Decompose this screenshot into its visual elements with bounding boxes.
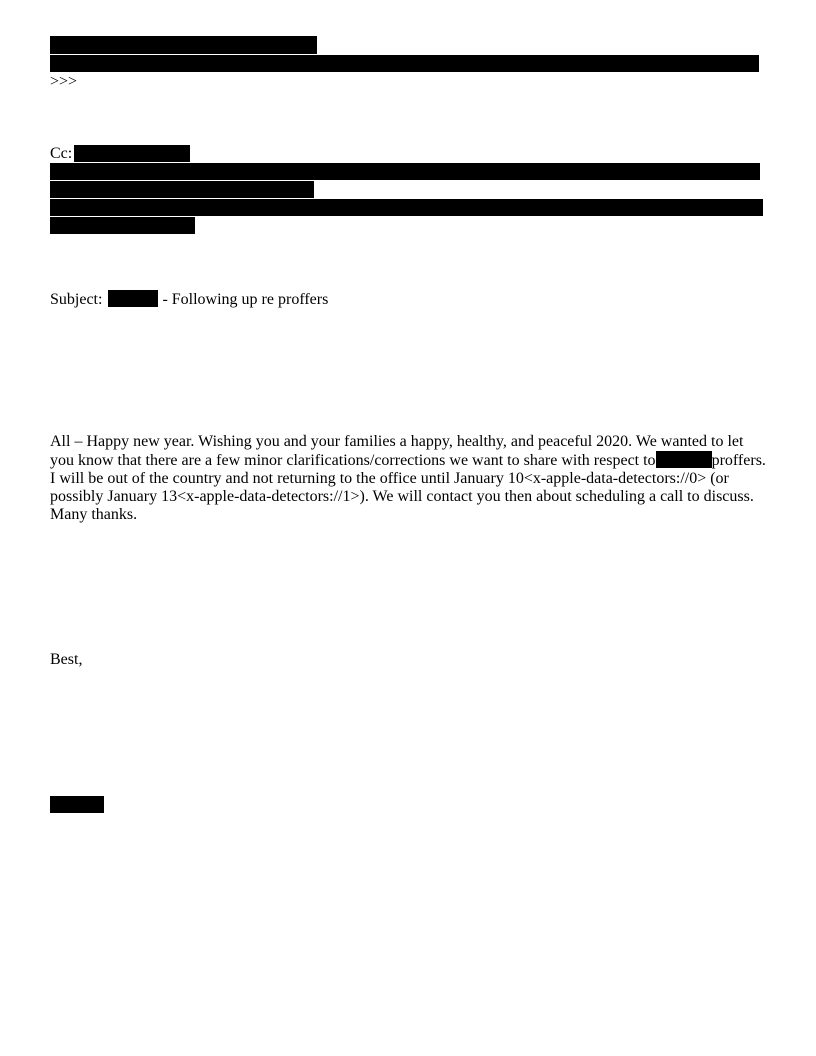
redaction-signature — [50, 796, 104, 813]
redaction-cc-line-5 — [50, 217, 195, 234]
quote-marker: >>> — [50, 73, 78, 90]
redaction-body-name — [656, 451, 712, 468]
redaction-subject-name — [108, 290, 158, 307]
body-line-4: possibly January 13<x-apple-data-detectors://1>). We will contact you then about scheduling a call to discuss. — [50, 488, 754, 505]
body-line-2 — [50, 451, 780, 470]
subject-label: Subject: — [50, 291, 103, 308]
redaction-cc-line-2 — [50, 163, 760, 180]
cc-label: Cc: — [50, 145, 73, 162]
body-line-2-before: you know that there are a few minor clarifications/corrections we want to share with respect to — [50, 452, 656, 469]
body-line-5: Many thanks. — [50, 506, 138, 523]
subject-line — [50, 290, 328, 309]
redaction-cc-line-4 — [50, 199, 763, 216]
redaction-from-line — [50, 36, 317, 54]
body-line-3: I will be out of the country and not returning to the office until January 10<x-apple-data-detectors://0> (or — [50, 470, 729, 487]
body-line-1: All – Happy new year. Wishing you and your families a happy, healthy, and peaceful 2020. We wanted to let — [50, 433, 744, 450]
subject-text: - Following up re proffers — [158, 291, 329, 308]
message-body — [50, 433, 780, 524]
body-line-2-after: proffers. — [711, 452, 766, 469]
redaction-cc-line-3 — [50, 181, 314, 198]
redaction-sent-line — [50, 55, 759, 72]
closing-salutation: Best, — [50, 651, 83, 668]
redaction-cc-name — [74, 145, 190, 162]
cc-line — [50, 145, 72, 163]
